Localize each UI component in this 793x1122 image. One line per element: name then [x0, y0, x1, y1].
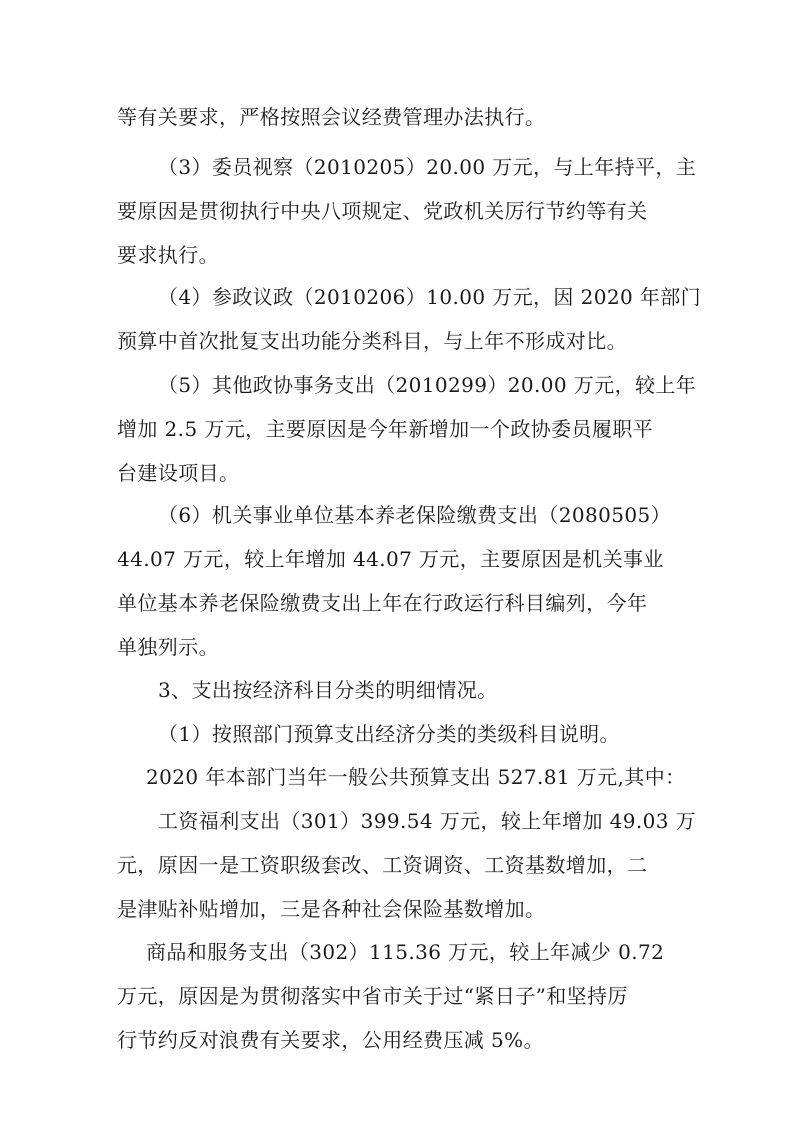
- paragraph-line: 44.07 万元，较上年增加 44.07 万元，主要原因是机关事业: [117, 547, 664, 571]
- paragraph-line: 行节约反对浪费有关要求，公用经费压减 5%。: [117, 1028, 544, 1052]
- paragraph-line: （3）委员视察（2010205）20.00 万元，与上年持平，主: [158, 155, 697, 179]
- section-heading: 3、支出按经济科目分类的明细情况。: [158, 678, 498, 702]
- paragraph-line: （5）其他政协事务支出（2010299）20.00 万元，较上年: [158, 373, 697, 397]
- paragraph-line: （4）参政议政（2010206）10.00 万元，因 2020 年部门: [158, 285, 702, 309]
- paragraph-line: 要原因是贯彻执行中央八项规定、党政机关厉行节约等有关: [117, 199, 648, 223]
- paragraph-line: （6）机关事业单位基本养老保险缴费支出（2080505）: [158, 503, 671, 527]
- paragraph-line: 工资福利支出（301）399.54 万元，较上年增加 49.03 万: [158, 809, 697, 833]
- paragraph-line: 是津贴补贴增加，三是各种社会保险基数增加。: [117, 897, 546, 921]
- subsection-heading: （1）按照部门预算支出经济分类的类级科目说明。: [158, 722, 620, 746]
- paragraph-line: 等有关要求，严格按照会议经费管理办法执行。: [117, 105, 546, 129]
- paragraph-line: 万元，原因是为贯彻落实中省市关于过“紧日子”和坚持厉: [117, 984, 628, 1008]
- paragraph-line: 2020 年本部门当年一般公共预算支出 527.81 万元,其中：: [146, 765, 686, 789]
- paragraph-line: 商品和服务支出（302）115.36 万元，较上年减少 0.72: [146, 940, 665, 964]
- paragraph-line: 预算中首次批复支出功能分类科目，与上年不形成对比。: [117, 329, 627, 353]
- paragraph-line: 单独列示。: [117, 635, 219, 659]
- paragraph-line: 台建设项目。: [117, 461, 240, 485]
- paragraph-line: 增加 2.5 万元，主要原因是今年新增加一个政协委员履职平: [117, 417, 654, 441]
- paragraph-line: 单位基本养老保险缴费支出上年在行政运行科目编列，今年: [117, 591, 648, 615]
- paragraph-line: 元，原因一是工资职级套改、工资调资、工资基数增加，二: [117, 853, 648, 877]
- paragraph-line: 要求执行。: [117, 243, 219, 267]
